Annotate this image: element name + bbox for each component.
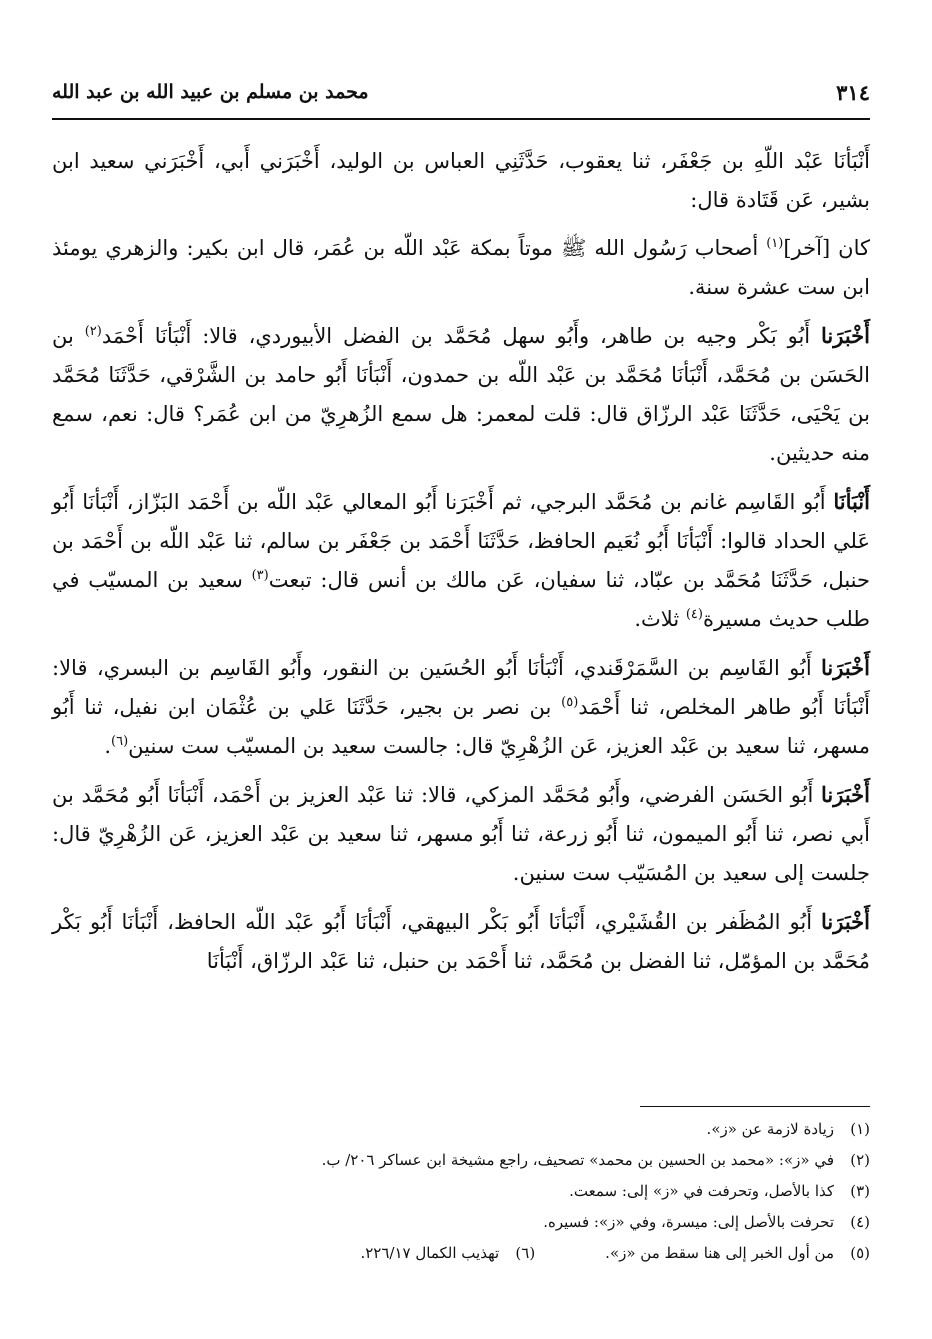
header-rule (52, 118, 870, 120)
footnote-text: زيادة لازمة عن «ز». (706, 1120, 834, 1138)
footnotes (52, 1114, 870, 1269)
paragraph: كان [آخر]$^{(١)}$ أصحاب رَسُول الله ﷺ موتاً بمكة عَبْد اللّه بن عُمَر، قال ابن بكير: والزهري يومئذ ابن ست عشرة سنة. (52, 236, 870, 299)
footnote-text: كذا بالأصل، وتحرفت في «ز» إلى: سمعت. (569, 1182, 834, 1200)
footnote-ref: (٣) (251, 568, 269, 583)
footnote-number: (٢) (850, 1151, 870, 1169)
running-title: محمد بن مسلم بن عبيد الله بن عبد الله (52, 81, 369, 103)
paragraph: أَخْبَرَنا أَبُو الحَسَن الفرضي، وأَبُو مُحَمَّد المزكي، قالا: ثنا عَبْد العزيز بن أَحْمَد، أَنْبَأنَا أَبُو مُحَمَّد بن أَبي نصر، ثنا أَبُو الميمون، ثنا أَبُو زرعة، ثنا أَبُو مسهر، ثنا سعيد بن عَبْد العزيز، عَن الزُهْرِيّ قال: جلست إلى سعيد بن المُسَيّب ست سنين. (52, 782, 870, 885)
chain-keyword: أَخْبَرَنا (821, 909, 870, 934)
paragraph: أَخْبَرَنا أَبُو المُظَفر بن القُشَيْري، أَنْبَأنَا أَبُو بَكْر البيهقي، أَنْبَأنَا أَبُو عَبْد اللّه الحافظ، أَنْبَأنَا أَبُو بَكْر مُحَمَّد بن المؤمّل، ثنا الفضل بن مُحَمَّد، ثنا أَحْمَد بن حنبل، ثنا عَبْد الرزّاق، أَنْبَأنَا (52, 909, 870, 973)
footnote-number: (١) (850, 1120, 870, 1138)
footnote-number: (٣) (850, 1182, 870, 1200)
footnote-number: (٤) (850, 1213, 870, 1231)
footnote-ref: (٢) (84, 324, 102, 339)
footnote-text: في «ز»: «محمد بن الحسين بن محمد» تصحيف، راجع مشيخة ابن عساكر ٢٠٦/ ب. (321, 1151, 834, 1169)
chain-keyword: أَنْبَأنَا (833, 489, 870, 514)
paragraph: أَنْبَأنَا أَبُو القَاسِم غانم بن مُحَمَّد البرجي، ثم أَخْبَرَنا أَبُو المعالي عَبْد اللّه بن أَحْمَد البَزّاز، أَنْبَأنَا أَبُو عَلي الحداد قالوا: أَنْبَأنَا أَبُو نُعَيم الحافظ، حَدَّثَنَا أَحْمَد بن جَعْفَر بن سالم، ثنا عَبْد اللّه بن أَحْمَد بن حنبل، حَدَّثَنَا مُحَمَّد بن عبّاد، ثنا سفيان، عَن مالك بن أنس قال: تبعت$^{(٣)}$ سعيد بن المسيّب في طلب حديث مسيرة$^{(٤)}$ ثلاث. (52, 489, 870, 631)
footnote-rule (640, 1106, 870, 1107)
footnote-text: تهذيب الكمال ٢٢٦/١٧. (360, 1244, 500, 1262)
footnote-text: تحرفت بالأصل إلى: ميسرة، وفي «ز»: فسيره. (543, 1213, 834, 1231)
footnote-ref: (٦) (111, 734, 129, 749)
footnote (52, 1238, 870, 1269)
footnote-number: (٦) (515, 1244, 536, 1262)
paragraph: أَنْبَأنَا عَبْد اللّهِ بن جَعْفَر، ثنا يعقوب، حَدَّثَنِي العباس بن الوليد، أَخْبَرَني أَبي، أَخْبَرَني سعيد ابن بشير، عَن قَتَادة قال: (52, 149, 870, 212)
paragraph: أَخْبَرَنا أَبُو بَكْر وجيه بن طاهر، وأَبُو سهل مُحَمَّد بن الفضل الأبيوردي، قالا: أَنْبَأنَا أَحْمَد$^{(٢)}$ بن الحَسَن بن مُحَمَّد، أَنْبَأنَا مُحَمَّد بن عَبْد اللّه بن حمدون، أَنْبَأنَا أَبُو حامد بن الشَّرْقي، حَدَّثَنَا مُحَمَّد بن يَحْيَى، حَدَّثَنَا عَبْد الرزّاق قال: قلت لمعمر: هل سمع الزُهرِيّ من ابن عُمَر؟ قال: نعم، سمع منه حديثين. (52, 323, 870, 465)
footnote (52, 1114, 870, 1145)
chain-keyword: أَخْبَرَنا (821, 655, 870, 680)
footnote (52, 1176, 870, 1207)
footnote-ref: (٥) (561, 695, 579, 710)
page-number: ٣١٤ (836, 79, 870, 105)
footnote (52, 1207, 870, 1238)
paragraph: أَخْبَرَنا أَبُو القَاسِم بن السَّمَرْقَندي، أَنْبَأنَا أَبُو الحُسَين بن النقور، وأَبُو القَاسِم بن البسري، قالا: أَنْبَأنَا أَبُو طاهر المخلص، ثنا أَحْمَد$^{(٥)}$ بن نصر بن بجير، حَدَّثَنَا عَلي بن عُثْمَان ابن نفيل، ثنا أَبُو مسهر، ثنا سعيد بن عَبْد العزيز، عَن الزُهْرِيّ قال: جالست سعيد بن المسيّب ست سنين$^{(٦)}$. (52, 655, 871, 758)
footnote (52, 1145, 870, 1176)
footnote-text: من أول الخبر إلى هنا سقط من «ز». (605, 1244, 834, 1262)
chain-keyword: أَخْبَرَنا (821, 782, 870, 807)
chain-keyword: أَخْبَرَنا (821, 323, 870, 348)
footnote-number: (٥) (850, 1244, 870, 1262)
page-header (52, 74, 870, 110)
footnote-ref: (١) (766, 236, 784, 251)
footnote-ref: (٤) (685, 607, 703, 622)
main-text (52, 142, 870, 990)
